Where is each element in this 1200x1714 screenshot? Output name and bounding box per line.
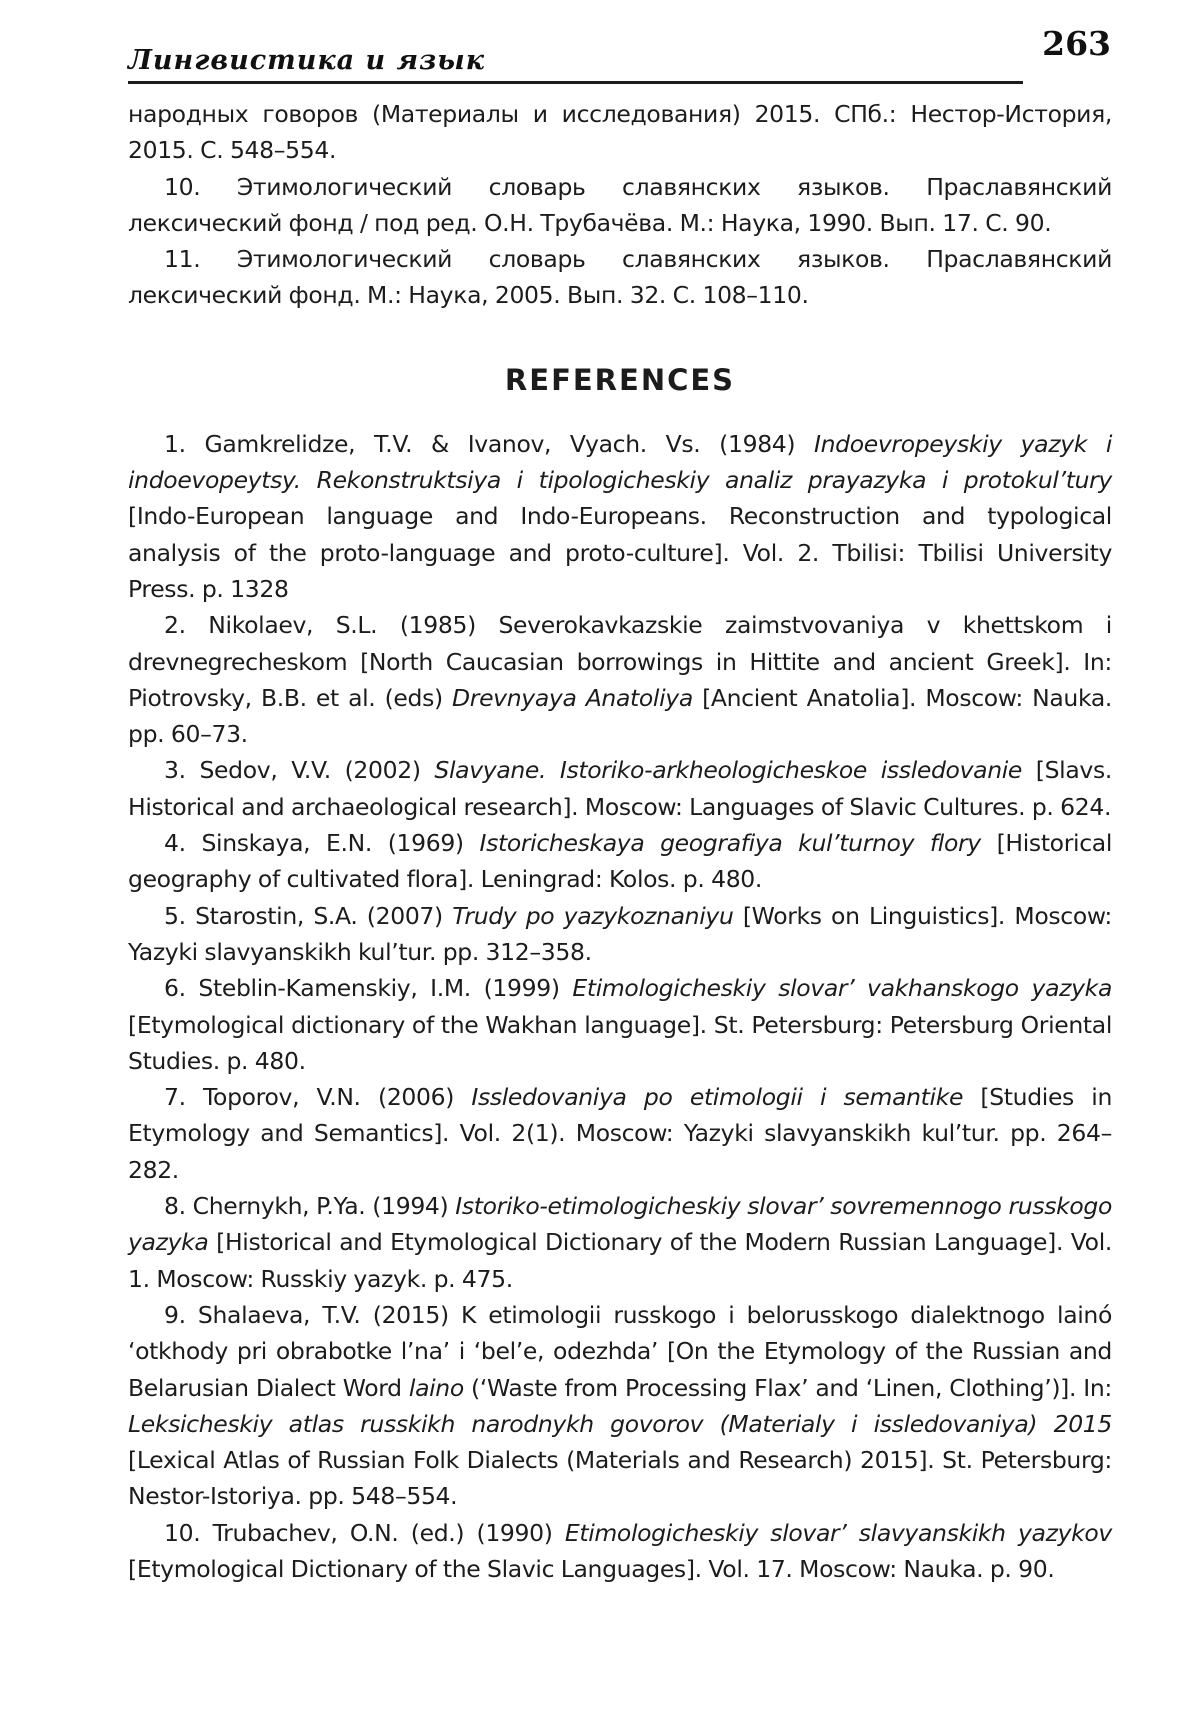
reference-item xyxy=(128,970,1112,1079)
russian-reference-list xyxy=(128,96,1112,314)
reference-details: (‘Waste from Processing Flax’ and ‘Linen, Clothing’)]. In: xyxy=(463,1373,1112,1402)
reference-item xyxy=(128,1188,1112,1297)
reference-item xyxy=(128,1079,1112,1188)
references-list xyxy=(128,426,1112,1588)
reference-item xyxy=(128,1297,1112,1515)
running-head-section-title: Лингвистика и язык xyxy=(128,45,486,76)
reference-title: Leksicheskiy atlas russkikh narodnykh govorov (Materialy i issledovaniya) 2015 xyxy=(128,1409,1112,1438)
reference-title: Indoevropeyskiy yazyk i indoevopeytsy. Rekonstruktsiya i tipologicheskiy analiz prayazyka i protokul’tury xyxy=(128,429,1112,495)
reference-details: [Etymological Dictionary of the Slavic Languages]. Vol. 17. Moscow: Nauka. p. 90. xyxy=(128,1554,1055,1583)
reference-citation: 3. Sedov, V.V. (2002) xyxy=(164,756,435,785)
reference-details: [Etymological dictionary of the Wakhan language]. St. Petersburg: Petersburg Oriental Studies. p. 480. xyxy=(128,1010,1112,1075)
reference-details: [Studies in Etymology and Semantics]. Vol. 2(1). Moscow: Yazyki slavyanskikh kul’tur. pp. 264–282. xyxy=(128,1083,1113,1184)
page-number: 263 xyxy=(1042,24,1111,63)
russian-reference-item: 11. Этимологический словарь славянских языков. Праславянский лексический фонд. М.: Наука, 2005. Вып. 32. С. 108–110. xyxy=(128,245,1112,310)
reference-title: Slavyane. Istoriko-arkheologicheskoe issledovanie xyxy=(434,756,1023,785)
reference-details: [Lexical Atlas of Russian Folk Dialects (Materials and Research) 2015]. St. Petersburg: Nestor-Istoriya. pp. 548–554. xyxy=(128,1446,1112,1511)
reference-citation: 2. Nikolaev, S.L. (1985) Severokavkazskie zaimstvovaniya v khettskom i drevnegrecheskom [North Caucasian borrowings in Hittite and ancient Greek]. In: Piotrovsky, B.B. et al. (eds) xyxy=(128,611,1112,712)
reference-item xyxy=(128,898,1112,971)
reference-item xyxy=(128,1515,1112,1588)
header-rule xyxy=(128,81,1023,84)
reference-details: [Indo-European language and Indo-Europeans. Reconstruction and typological analysis of the proto-language and proto-culture]. Vol. 2. Tbilisi: Tbilisi University Press. p. 1328 xyxy=(128,502,1112,603)
russian-reference-item: народных говоров (Материалы и исследования) 2015. СПб.: Нестор-История, 2015. С. 548–554. xyxy=(128,100,1112,165)
reference-citation: 8. Chernykh, P.Ya. (1994) xyxy=(164,1192,456,1221)
reference-item xyxy=(128,426,1112,607)
reference-citation: 9. Shalaeva, T.V. (2015) K etimologii russkogo i belorusskogo dialektnogo lainó ‘otkhody pri obrabotke l’na’ i ‘bel’e, odezhda’ [On the Etymology of the Russian and Belarusian Dialect Word xyxy=(128,1300,1112,1402)
running-head xyxy=(128,24,1111,84)
reference-title: Istoricheskaya geografiya kul’turnoy flory xyxy=(479,829,981,858)
reference-title: Etimologicheskiy slovar’ slavyanskikh yazykov xyxy=(564,1518,1112,1547)
russian-reference-item: 10. Этимологический словарь славянских языков. Праславянский лексический фонд / под ред. О.Н. Трубачёва. М.: Наука, 1990. Вып. 17. С. 90. xyxy=(128,172,1112,237)
reference-title: Trudy po yazykoznaniyu xyxy=(452,901,734,930)
reference-item xyxy=(128,607,1112,752)
reference-details: [Ancient Anatolia]. Moscow: Nauka. pp. 60–73. xyxy=(128,683,1112,749)
reference-title: Issledovaniya po etimologii i semantike xyxy=(471,1083,964,1112)
reference-title: Drevnyaya Anatoliya xyxy=(452,683,693,712)
reference-details: [Slavs. Historical and archaeological research]. Moscow: Languages of Slavic Cultures. p. 624. xyxy=(128,756,1112,821)
reference-item xyxy=(128,752,1112,825)
reference-citation: 5. Starostin, S.A. (2007) xyxy=(164,901,453,930)
reference-item xyxy=(128,825,1112,898)
page-body xyxy=(128,96,1112,1587)
reference-citation: 4. Sinskaya, E.N. (1969) xyxy=(164,829,480,858)
reference-title: laino xyxy=(408,1373,464,1402)
reference-details: [Works on Linguistics]. Moscow: Yazyki slavyanskikh kul’tur. pp. 312–358. xyxy=(128,901,1113,966)
reference-title: Etimologicheskiy slovar’ vakhanskogo yazyka xyxy=(572,974,1112,1003)
reference-citation: 1. Gamkrelidze, T.V. & Ivanov, Vyach. Vs. (1984) xyxy=(164,429,814,458)
references-heading: REFERENCES xyxy=(504,362,736,397)
reference-citation: 10. Trubachev, O.N. (ed.) (1990) xyxy=(164,1518,565,1547)
reference-citation: 7. Toporov, V.N. (2006) xyxy=(164,1083,472,1112)
reference-citation: 6. Steblin-Kamenskiy, I.M. (1999) xyxy=(164,974,573,1003)
reference-details: [Historical geography of cultivated flora]. Leningrad: Kolos. p. 480. xyxy=(128,829,1113,894)
reference-title: Istoriko-etimologicheskiy slovar’ sovremennogo russkogo yazyka xyxy=(128,1192,1112,1257)
reference-details: [Historical and Etymological Dictionary of the Modern Russian Language]. Vol. 1. Moscow: Russkiy yazyk. p. 475. xyxy=(128,1228,1112,1293)
